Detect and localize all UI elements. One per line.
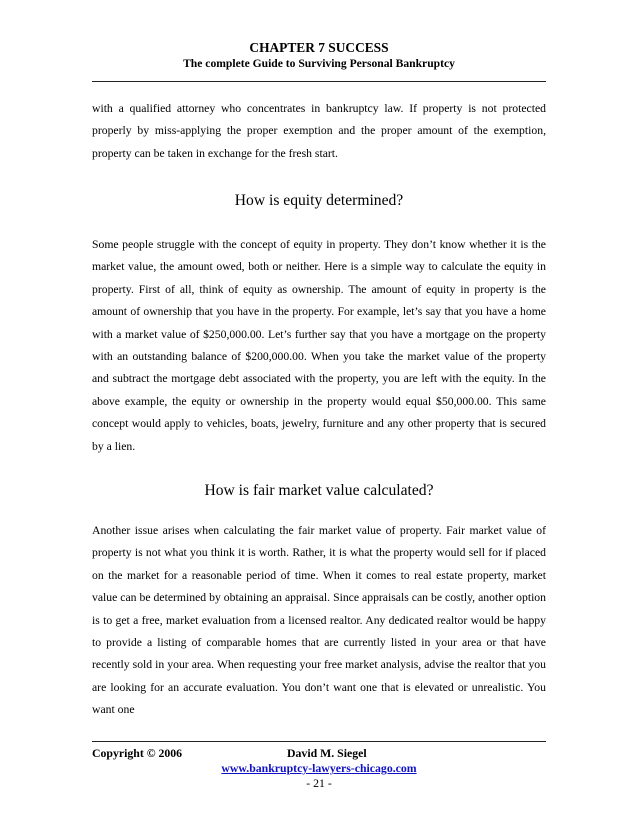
section-paragraph-equity: Some people struggle with the concept of equity in property. They don’t know whether it is the market value, the amount owed, both or neither. Here is a simple way to calculate the equity in property. First of all, think of equity as ownership. The amount of equity in property is the amount of ownership that you have in the property. For example, let’s say that you have a home with a market value of $250,000.00. Let’s further say that you have a mortgage on the property with an outstanding balance of $200,000.00. When you take the market value of the property and subtract the mortgage debt associated with the property, you are left with the equity. In the above example, the equity or ownership in the property would equal $50,000.00. This same concept would apply to vehicles, boats, jewelry, furniture and any other property that is secured by a lien.	[92, 238, 546, 453]
header-divider	[92, 81, 546, 82]
page-number: - 21 -	[306, 776, 332, 790]
section-heading-fair-market-value: How is fair market value calculated?	[204, 482, 434, 499]
book-subtitle: The complete Guide to Surviving Personal Bankruptcy	[183, 57, 455, 70]
document-page	[92, 0, 546, 826]
section-heading-equity: How is equity determined?	[234, 192, 404, 209]
chapter-title: CHAPTER 7 SUCCESS	[249, 40, 389, 55]
section-paragraph-fair-market-value: Another issue arises when calculating the fair market value of property. Fair market value of property is not what you think it is worth. Rather, it is what the property would sell for if placed on the market for a reasonable period of time. When it comes to real estate property, market value can be determined by obtaining an appraisal. Since appraisals can be costly, another option is to get a free, market evaluation from a licensed realtor. Any dedicated realtor would be happy to provide a listing of comparable homes that are currently listed in your area or that have recently sold in your area. When requesting your free market analysis, advise the realtor that you are looking for an accurate evaluation. You don’t want one that is elevated or unrealistic. You want one	[92, 524, 546, 717]
footer-divider	[92, 741, 546, 742]
copyright-notice: Copyright © 2006	[92, 746, 183, 760]
author-name: David M. Siegel	[287, 746, 367, 760]
website-link[interactable]: www.bankruptcy-lawyers-chicago.com	[221, 761, 417, 775]
intro-paragraph: with a qualified attorney who concentrates in bankruptcy law. If property is not protected properly by miss-applying the proper exemption and the proper amount of the exemption, property can be taken in exchange for the fresh start.	[92, 102, 546, 160]
